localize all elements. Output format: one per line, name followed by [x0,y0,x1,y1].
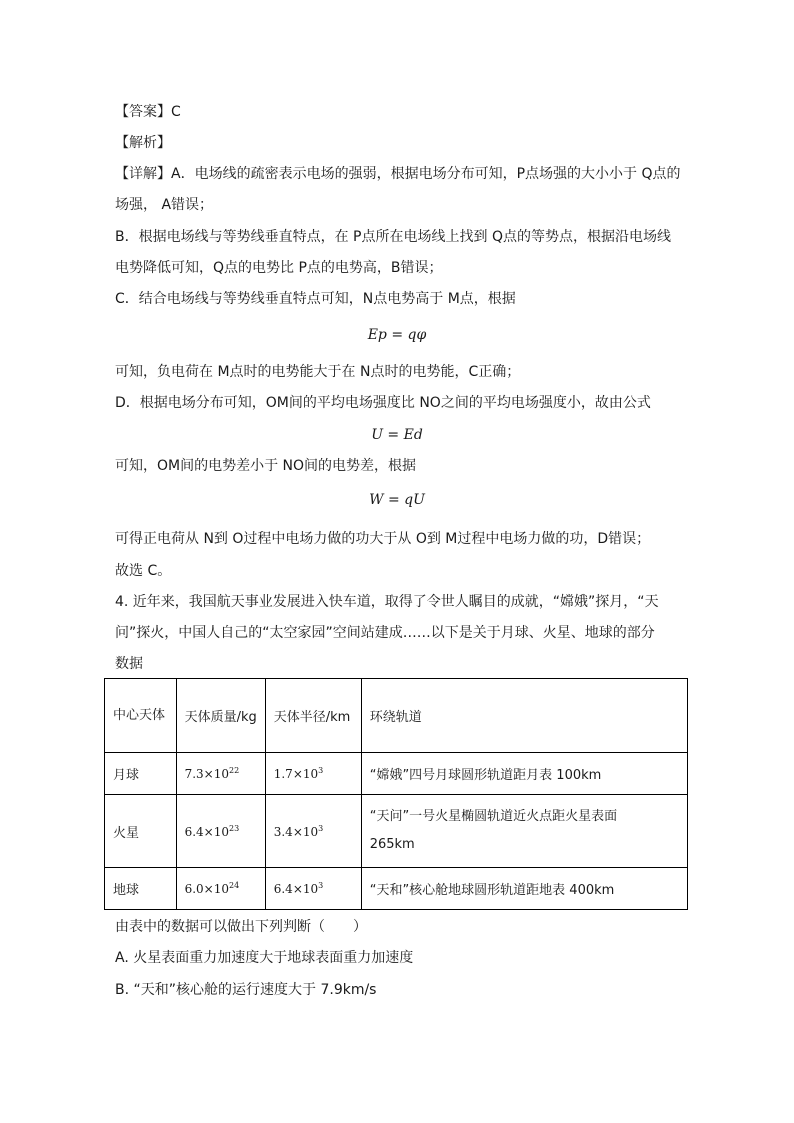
detail-a-line-1 [115,164,681,184]
header-radius: 天体半径/km [265,679,361,753]
table-header-row [105,679,688,753]
table-row [105,795,688,868]
detail-d-line-1: D．根据电场分布可知，OM间的平均电场强度比 NO之间的平均电场强度小，故由公式 [115,395,651,411]
header-central-body: 中心天体 [105,679,177,753]
option-a: A. 火星表面重力加速度大于地球表面重力加速度 [115,950,414,966]
header-mass: 天体质量/kg [176,679,265,753]
question-4-line-1: 4. 近年来，我国航天事业发展进入快车道，取得了令世人瞩目的成就，“嫦娥”探月，“天 [115,594,659,610]
cell-body: 月球 [105,753,177,795]
detail-conclusion: 故选 C。 [115,563,172,579]
formula-wqu: W = qU [369,492,425,508]
option-b: B. “天和”核心舱的运行速度大于 7.9km/s [115,982,377,998]
cell-mass: $7.3\times 10^{22}$ [176,753,265,795]
detail-a-line-2: 场强， A错误； [115,197,214,213]
cell-orbit [361,795,687,868]
detail-d-line-3: 可得正电荷从 N到 O过程中电场力做的功大于从 O到 M过程中电场力做的功，D错误； [115,531,651,547]
answer-label: 【答案】 [115,104,171,120]
formula-ep: Ep = qφ [367,327,427,343]
detail-d-line-2: 可知，OM间的电势差小于 NO间的电势差，根据 [115,458,417,474]
cell-radius: $3.4\times 10^3$ [265,795,361,868]
header-orbit: 环绕轨道 [361,679,687,753]
cell-radius: $1.7\times 10^3$ [265,753,361,795]
question-4-line-2: 问”探火，中国人自己的“太空家园”空间站建成……以下是关于月球、火星、地球的部分 [115,625,655,641]
detail-b-line-2: 电势降低可知，Q点的电势比 P点的电势高，B错误； [115,260,443,276]
detail-c-line-2: 可知，负电荷在 M点时的电势能大于在 N点时的电势能，C正确； [115,364,521,380]
detail-c-line-1: C．结合电场线与等势线垂直特点可知，N点电势高于 M点，根据 [115,291,516,307]
planet-data-table [104,678,688,910]
cell-body: 火星 [105,795,177,868]
question-4-line-3: 数据 [115,656,143,672]
cell-mass: $6.4\times 10^{23}$ [176,795,265,868]
answer-line [115,102,181,122]
cell-orbit-line-2: 265km [369,837,415,852]
answer-value: C [171,104,181,120]
cell-orbit: “天和”核心舱地球圆形轨道距地表 400km [361,868,687,910]
detail-b-line-1: B．根据电场线与等势线垂直特点，在 P点所在电场线上找到 Q点的等势点，根据沿电场线 [115,229,671,245]
cell-orbit: “嫦娥”四号月球圆形轨道距月表 100km [361,753,687,795]
cell-orbit-line-1: “天问”一号火星椭圆轨道近火点距火星表面 [369,809,618,824]
cell-body: 地球 [105,868,177,910]
cell-mass: $6.0\times 10^{24}$ [176,868,265,910]
analysis-label: 【解析】 [115,135,171,151]
question-prompt: 由表中的数据可以做出下列判断（ ） [115,919,367,935]
cell-radius: $6.4\times 10^3$ [265,868,361,910]
table-row [105,753,688,795]
detail-a-text-1: A．电场线的疏密表示电场的强弱，根据电场分布可知，P点场强的大小小于 Q点的 [171,166,681,182]
table-row [105,868,688,910]
detail-label: 【详解】 [115,166,171,182]
formula-ued: U = Ed [371,427,423,443]
